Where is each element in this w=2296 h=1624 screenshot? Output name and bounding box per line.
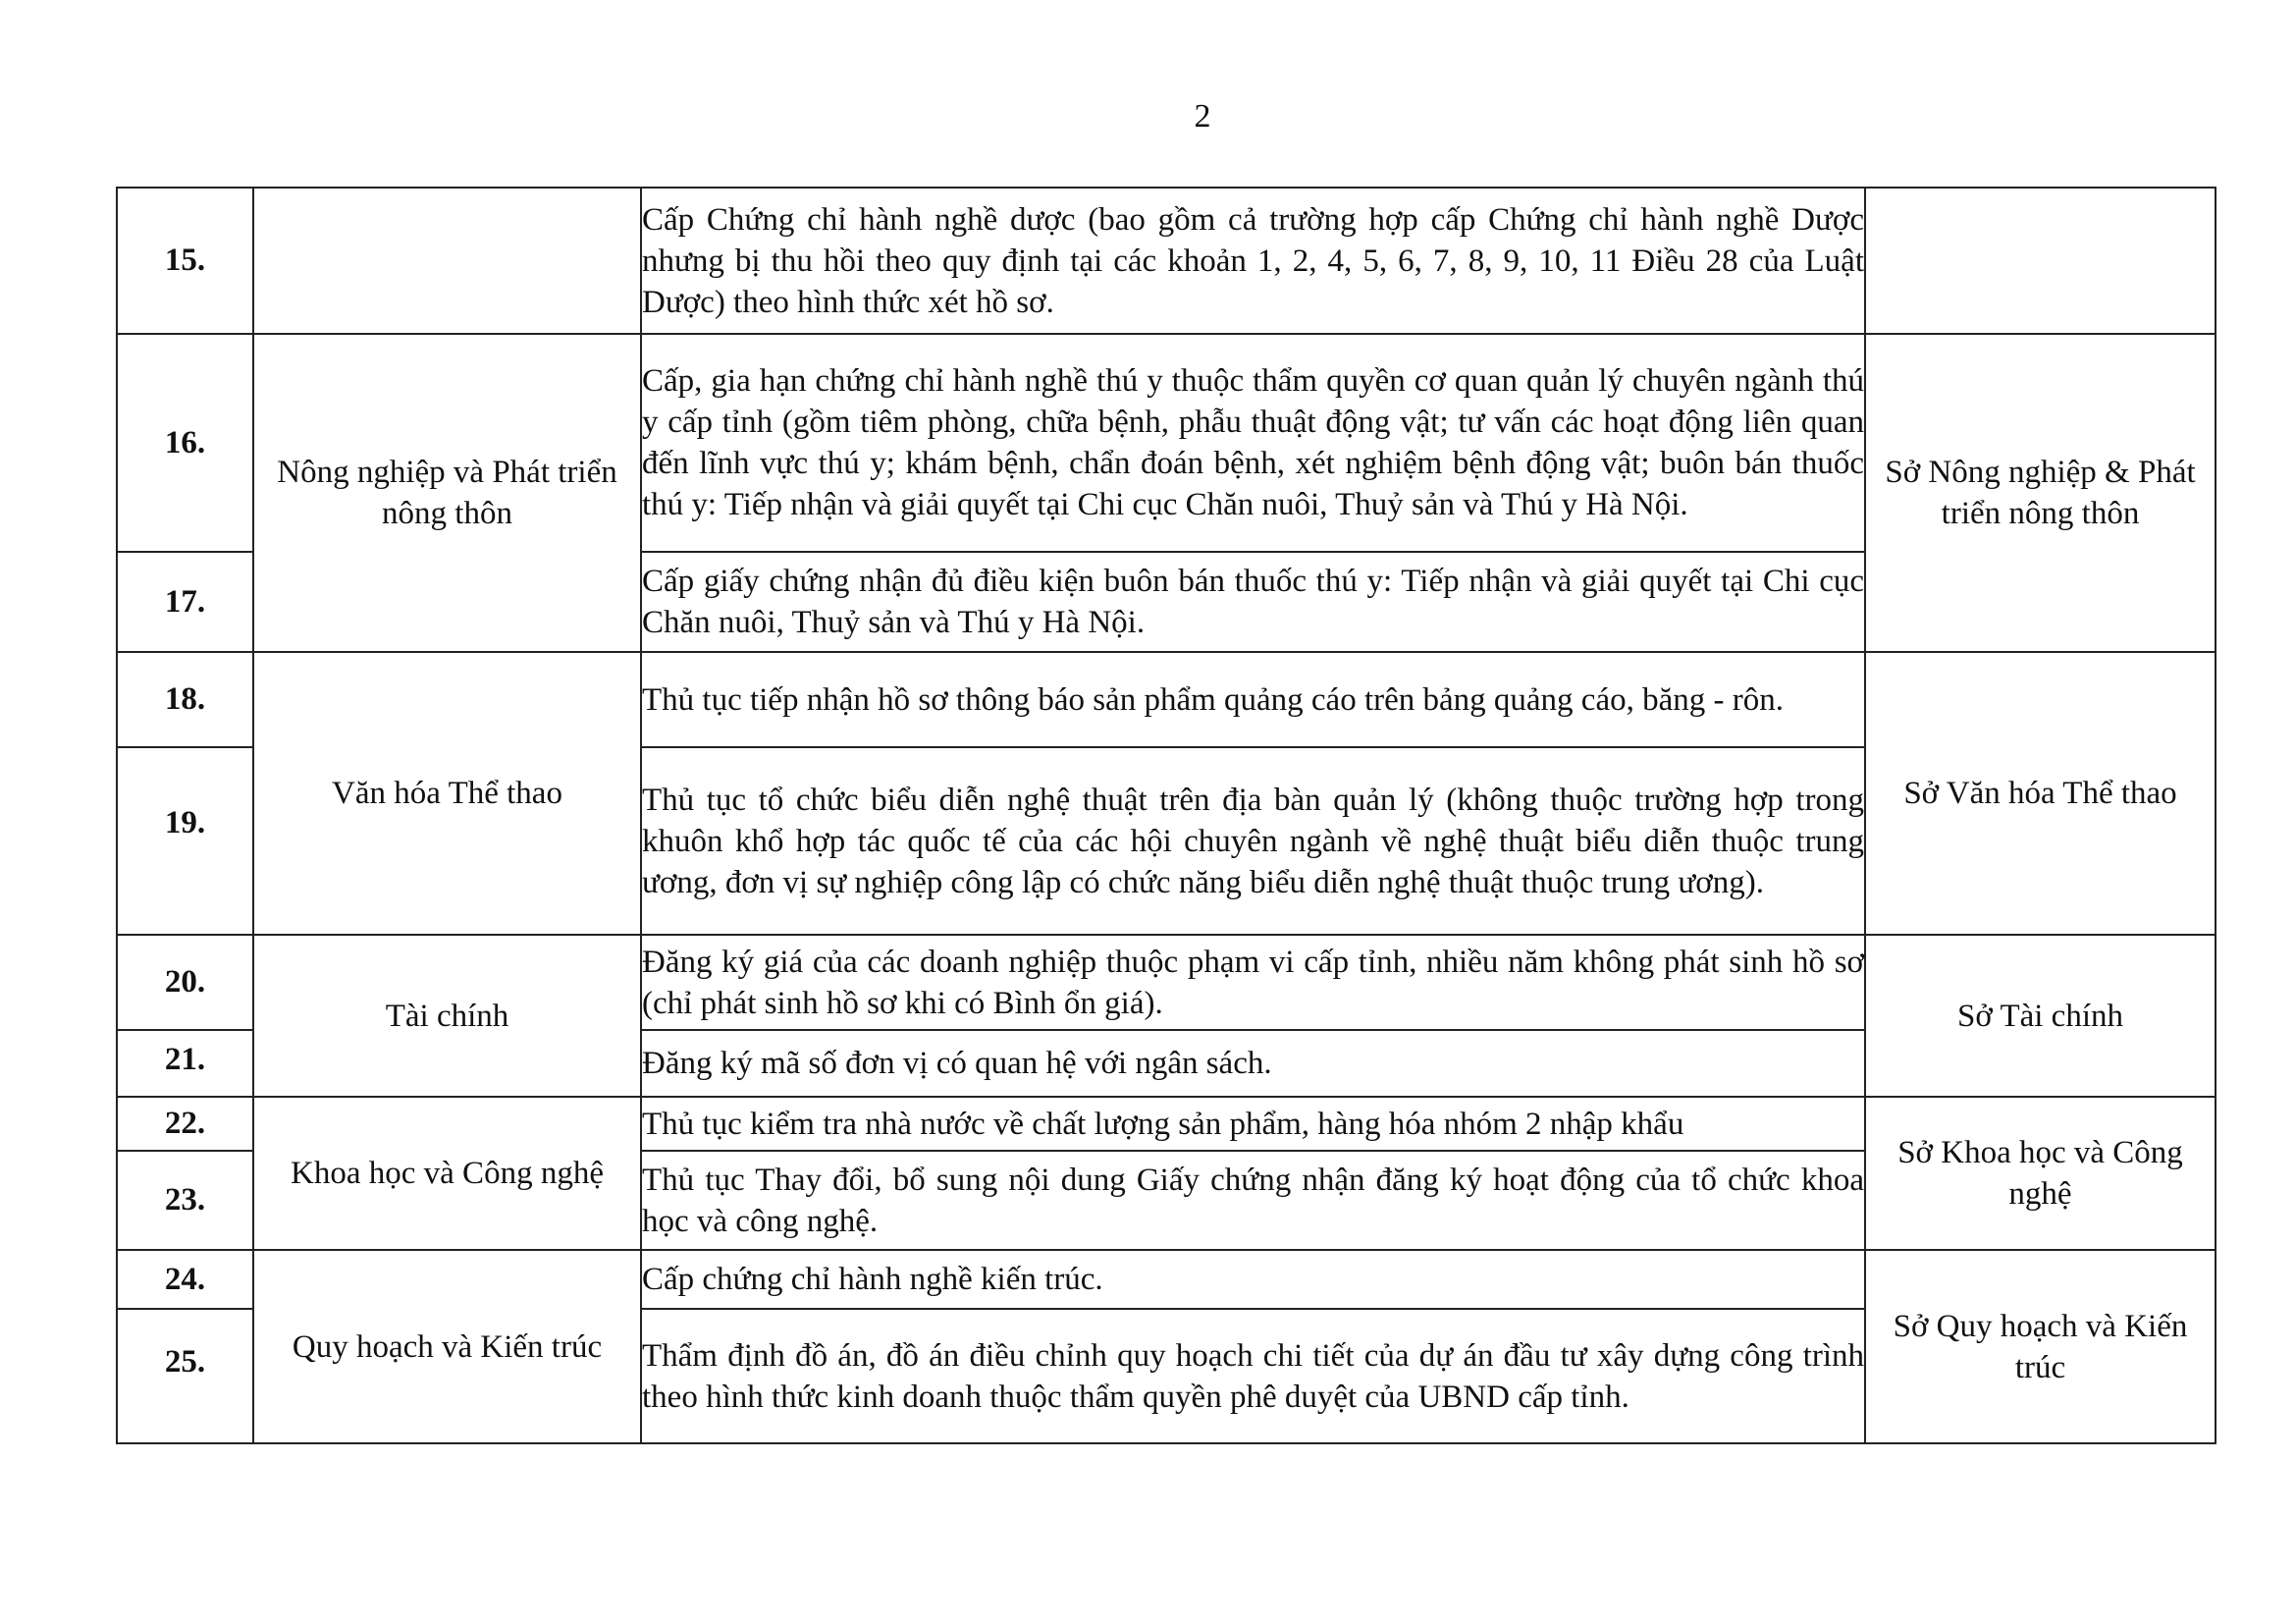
- row-number: 19.: [117, 747, 253, 935]
- field-cell: [253, 188, 641, 334]
- procedure-cell: Thủ tục Thay đổi, bổ sung nội dung Giấy chứng nhận đăng ký hoạt động của tổ chức khoa học và công nghệ.: [641, 1151, 1865, 1250]
- row-number: 18.: [117, 652, 253, 747]
- table-row: [117, 188, 2216, 334]
- table-row: [117, 935, 2216, 1030]
- procedure-cell: Thủ tục kiểm tra nhà nước về chất lượng sản phẩm, hàng hóa nhóm 2 nhập khẩu: [641, 1097, 1865, 1151]
- field-cell: Khoa học và Công nghệ: [253, 1097, 641, 1250]
- table-row: [117, 334, 2216, 552]
- procedure-cell: Cấp Chứng chỉ hành nghề dược (bao gồm cả trường hợp cấp Chứng chỉ hành nghề Dược nhưng bị thu hồi theo quy định tại các khoản 1, 2, 4, 5, 6, 7, 8, 9, 10, 11 Điều 28 của Luật Dược) theo hình thức xét hồ sơ.: [641, 188, 1865, 334]
- table-row: [117, 1097, 2216, 1151]
- field-cell: Văn hóa Thể thao: [253, 652, 641, 935]
- procedure-cell: Thủ tục tiếp nhận hồ sơ thông báo sản phẩm quảng cáo trên bảng quảng cáo, băng - rôn.: [641, 652, 1865, 747]
- row-number: 22.: [117, 1097, 253, 1151]
- procedure-cell: Thủ tục tổ chức biểu diễn nghệ thuật trên địa bàn quản lý (không thuộc trường hợp trong khuôn khổ hợp tác quốc tế của các hội chuyên ngành về nghệ thuật biểu diễn thuộc trung ương, đơn vị sự nghiệp công lập có chức năng biểu diễn nghệ thuật thuộc trung ương).: [641, 747, 1865, 935]
- procedures-table: [116, 187, 2216, 1444]
- procedure-cell: Đăng ký giá của các doanh nghiệp thuộc phạm vi cấp tỉnh, nhiều năm không phát sinh hồ sơ (chỉ phát sinh hồ sơ khi có Bình ổn giá).: [641, 935, 1865, 1030]
- procedure-cell: Đăng ký mã số đơn vị có quan hệ với ngân sách.: [641, 1030, 1865, 1097]
- table-row: [117, 652, 2216, 747]
- row-number: 24.: [117, 1250, 253, 1309]
- field-cell: Nông nghiệp và Phát triển nông thôn: [253, 334, 641, 652]
- row-number: 16.: [117, 334, 253, 552]
- row-number: 23.: [117, 1151, 253, 1250]
- department-cell: Sở Văn hóa Thể thao: [1865, 652, 2216, 935]
- row-number: 21.: [117, 1030, 253, 1097]
- department-cell: Sở Nông nghiệp & Phát triển nông thôn: [1865, 334, 2216, 652]
- procedure-cell: Thẩm định đồ án, đồ án điều chỉnh quy hoạch chi tiết của dự án đầu tư xây dựng công trình theo hình thức kinh doanh thuộc thẩm quyền phê duyệt của UBND cấp tỉnh.: [641, 1309, 1865, 1443]
- procedure-cell: Cấp chứng chỉ hành nghề kiến trúc.: [641, 1250, 1865, 1309]
- field-cell: Quy hoạch và Kiến trúc: [253, 1250, 641, 1443]
- row-number: 15.: [117, 188, 253, 334]
- procedure-cell: Cấp, gia hạn chứng chỉ hành nghề thú y thuộc thẩm quyền cơ quan quản lý chuyên ngành thú y cấp tỉnh (gồm tiêm phòng, chữa bệnh, phẫu thuật động vật; tư vấn các hoạt động liên quan đến lĩnh vực thú y; khám bệnh, chẩn đoán bệnh, xét nghiệm bệnh động vật; buôn bán thuốc thú y: Tiếp nhận và giải quyết tại Chi cục Chăn nuôi, Thuỷ sản và Thú y Hà Nội.: [641, 334, 1865, 552]
- row-number: 20.: [117, 935, 253, 1030]
- row-number: 25.: [117, 1309, 253, 1443]
- department-cell: Sở Quy hoạch và Kiến trúc: [1865, 1250, 2216, 1443]
- row-number: 17.: [117, 552, 253, 652]
- department-cell: Sở Khoa học và Công nghệ: [1865, 1097, 2216, 1250]
- field-cell: Tài chính: [253, 935, 641, 1097]
- table-row: [117, 1250, 2216, 1309]
- procedure-cell: Cấp giấy chứng nhận đủ điều kiện buôn bán thuốc thú y: Tiếp nhận và giải quyết tại Chi cục Chăn nuôi, Thuỷ sản và Thú y Hà Nội.: [641, 552, 1865, 652]
- department-cell: Sở Tài chính: [1865, 935, 2216, 1097]
- page-number: 2: [1194, 98, 1211, 135]
- department-cell: [1865, 188, 2216, 334]
